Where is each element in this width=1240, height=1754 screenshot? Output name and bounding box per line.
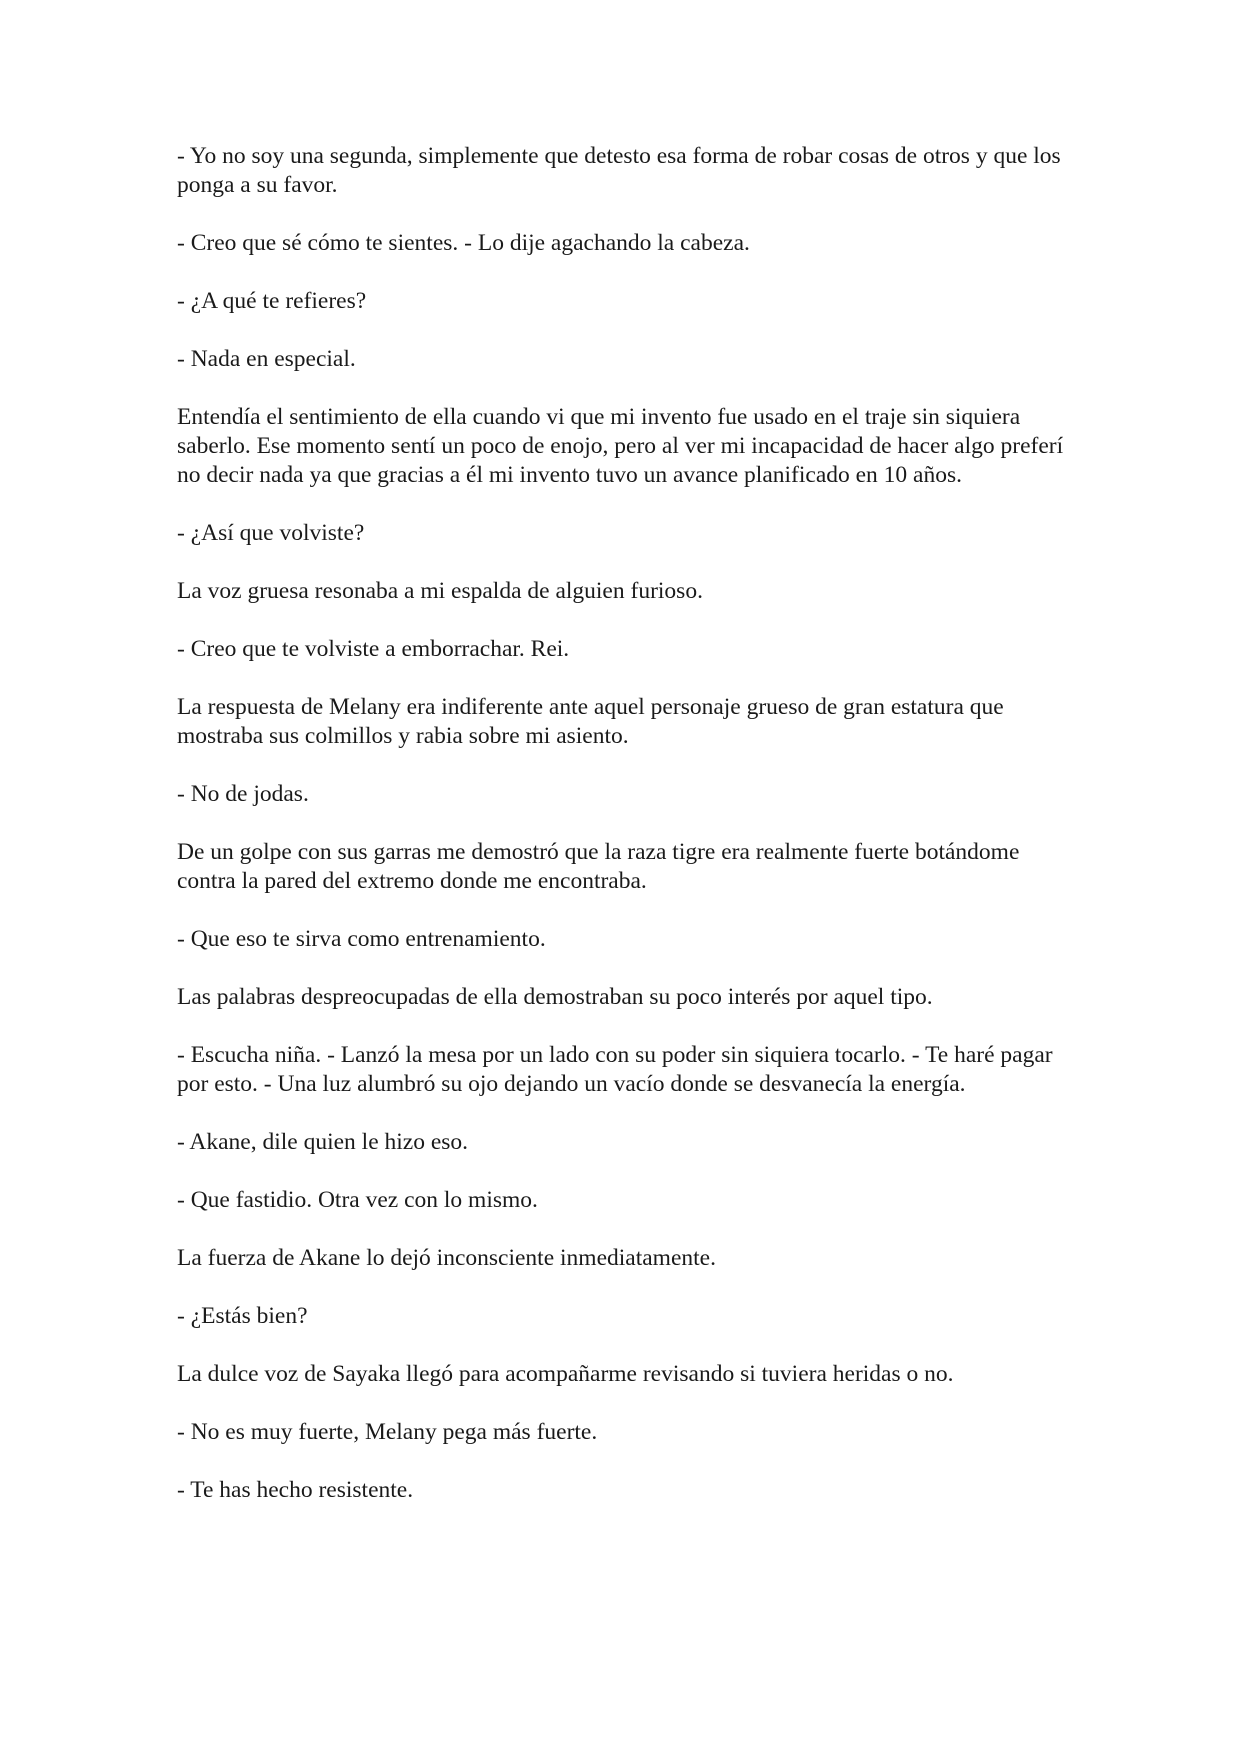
paragraph: - Creo que sé cómo te sientes. - Lo dije agachando la cabeza.	[177, 230, 750, 256]
paragraph: - ¿Así que volviste?	[177, 520, 365, 546]
paragraph: - ¿Estás bien?	[177, 1303, 308, 1329]
paragraph: Entendía el sentimiento de ella cuando vi que mi invento fue usado en el traje sin siquiera saberlo. Ese momento sentí un poco de enojo, pero al ver mi incapacidad de hacer algo preferí no decir nada ya que gracias a él mi invento tuvo un avance planificado en 10 años.	[177, 404, 1064, 488]
paragraph: - Creo que te volviste a emborrachar. Rei.	[177, 636, 570, 662]
paragraph: - No es muy fuerte, Melany pega más fuerte.	[177, 1419, 598, 1445]
paragraph: - Akane, dile quien le hizo eso.	[177, 1129, 469, 1155]
paragraph: La voz gruesa resonaba a mi espalda de alguien furioso.	[177, 578, 703, 604]
paragraph: - Nada en especial.	[177, 346, 356, 372]
paragraph: Las palabras despreocupadas de ella demostraban su poco interés por aquel tipo.	[177, 984, 933, 1010]
document-body	[177, 142, 1077, 1534]
paragraph: - Que fastidio. Otra vez con lo mismo.	[177, 1187, 538, 1213]
paragraph: - Que eso te sirva como entrenamiento.	[177, 926, 546, 952]
paragraph: La fuerza de Akane lo dejó inconsciente inmediatamente.	[177, 1245, 716, 1271]
paragraph: - Yo no soy una segunda, simplemente que detesto esa forma de robar cosas de otros y que los ponga a su favor.	[177, 143, 1061, 198]
paragraph: La respuesta de Melany era indiferente ante aquel personaje grueso de gran estatura que mostraba sus colmillos y rabia sobre mi asiento.	[177, 694, 1004, 749]
paragraph: - ¿A qué te refieres?	[177, 288, 367, 314]
paragraph: La dulce voz de Sayaka llegó para acompañarme revisando si tuviera heridas o no.	[177, 1361, 954, 1387]
paragraph: - No de jodas.	[177, 781, 309, 807]
paragraph: - Te has hecho resistente.	[177, 1477, 414, 1503]
paragraph: De un golpe con sus garras me demostró que la raza tigre era realmente fuerte botándome contra la pared del extremo donde me encontraba.	[177, 839, 1020, 894]
paragraph: - Escucha niña. - Lanzó la mesa por un lado con su poder sin siquiera tocarlo. - Te haré pagar por esto. - Una luz alumbró su ojo dejando un vacío donde se desvanecía la energía.	[177, 1042, 1053, 1097]
